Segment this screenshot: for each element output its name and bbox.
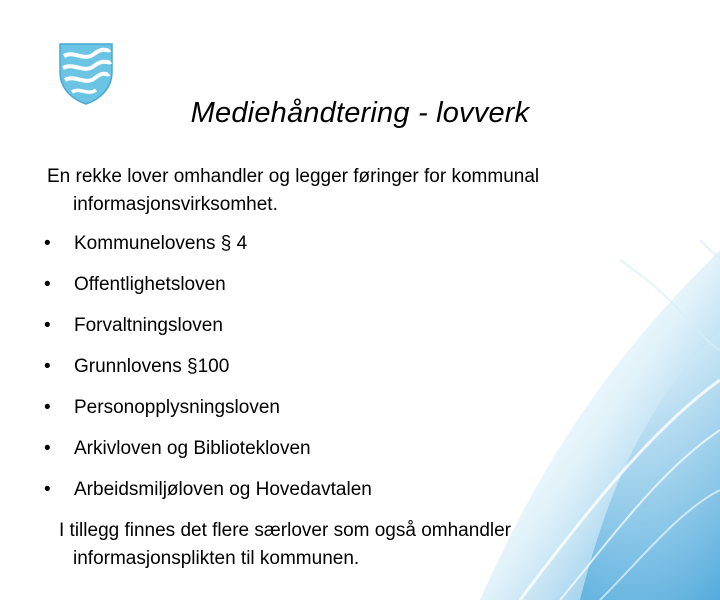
bullet-icon: • [44,274,51,295]
list-item-text: Forvaltningsloven [74,315,223,336]
list-item-text: Arkivloven og Bibliotekloven [74,438,311,459]
list-item-text: Personopplysningsloven [74,397,280,418]
slide-title [0,97,720,130]
bullet-icon: • [44,397,51,418]
list-item-text: Offentlighetsloven [74,274,226,295]
list-item [44,435,372,476]
outro-line-2: informasjonsplikten til kommunen. [73,548,360,569]
intro-line-2: informasjonsvirksomhet. [73,194,278,215]
list-item [44,353,372,394]
intro-line-1: En rekke lover omhandler og legger føringer for kommunal [47,166,540,187]
bullet-icon: • [44,356,51,377]
list-item [44,312,372,353]
bullet-icon: • [44,438,51,459]
bullet-icon: • [44,479,51,500]
slide-title-text: Mediehåndtering - lovverk [190,97,530,129]
law-list [44,230,372,517]
list-item [44,476,372,517]
list-item [44,394,372,435]
bullet-icon: • [44,315,51,336]
outro-line-1: I tillegg finnes det flere særlover som også omhandler [59,520,512,541]
list-item-text: Arbeidsmiljøloven og Hovedavtalen [74,479,372,500]
outro-paragraph [59,517,699,573]
list-item [44,230,372,271]
list-item-text: Kommunelovens § 4 [74,233,248,254]
intro-paragraph [47,163,687,219]
list-item-text: Grunnlovens §100 [74,356,230,377]
list-item [44,271,372,312]
bullet-icon: • [44,233,51,254]
